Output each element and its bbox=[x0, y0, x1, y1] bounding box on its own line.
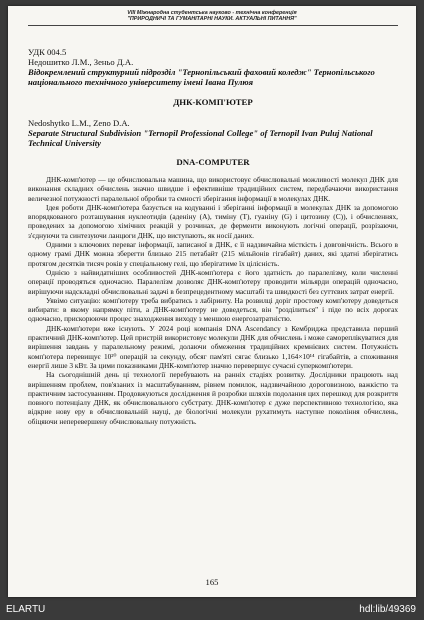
article-content bbox=[28, 47, 398, 426]
paper-page bbox=[8, 6, 416, 597]
running-head bbox=[8, 10, 416, 22]
affiliation-en: Separate Structural Subdivision "Ternopil Professional College" of Ternopil Ivan Puluj National Technical University bbox=[28, 128, 373, 148]
paragraph: На сьогоднішній день ці технології перебувають на ранніх стадіях розвитку. Дослідники працюють над вирішенням проблем, пов'язаних із масштабуванням, рівнем помилок, надзвичайною дороговизною, важкістю та практичним застосуванням. Продовжуються дослідження й розробки шляхів подолання цих перешкод для розкриття повного потенціалу ДНК, як обчислювального субстрату. ДНК-комп'ютер є дуже перспективною технологією, яка відкрие нову еру в обчислювальній науці, де біологічні молекули рухатимуть наступне покоління обчислень, обіцяючи неперевершену обчислювальну потужність. bbox=[28, 370, 398, 426]
paragraph: Однією з найвидатніших особливостей ДНК-комп'ютера є його здатність до паралелізму, коли численні операції проводяться одночасно. Паралелізм дозволяє ДНК-комп'ютеру проводити мільярди операцій одночасно, вирішуючи надскладні обчислювальні задачі в безпрецедентному масштабі та швидкості без суттєвих затрат енергії. bbox=[28, 267, 398, 296]
running-head-line1: VIII Міжнародна студентська науково - технічна конференція bbox=[127, 10, 297, 16]
title-en: DNA-COMPUTER bbox=[176, 157, 250, 167]
body-text bbox=[28, 175, 398, 426]
running-head-line2: "ПРИРОДНИЧІ ТА ГУМАНІТАРНІ НАУКИ. АКТУАЛЬНІ ПИТАННЯ" bbox=[127, 16, 297, 22]
paragraph: ДНК-комп'ютери вже існують. У 2024 році компанія DNA Ascendancy з Кембриджа представила перший практичний ДНК-комп'ютер. Цей пристрій використовує молекули ДНК для обчислень і може самореплікуватися для вирішення завдань у паралельному режимі, долаючи обмеження традиційних кремнієвих систем. Потужність комп'ютера перевищує 10²⁰ операцій за секунду, обсяг пам'яті сягає близько 1,164×10¹⁴ гігабайтів, а споживання енергії лише 3 кВт. За цими показниками ДНК-комп'ютер значно перевершує сучасні суперкомп'ютери. bbox=[28, 323, 398, 370]
affiliation-ua: Відокремлений структурний підрозділ "Тернопільський фаховий коледж" Тернопільського національного технічного університету імені Івана Пулюя bbox=[28, 67, 375, 87]
paragraph: Ідея роботи ДНК-комп'ютера базується на кодуванні і зберіганні інформації в молекулах ДНК за допомогою впорядкованого розташування нуклеотидів (аденіну (A), тиміну (T), гуаніну (G) і цитозину (C)), і обчисленнях, проведених за допомогою хімічних реакцій у розчинах, де ферменти виконують логічні операції, розрізаючи, з'єднуючи та синтезуючи ланцюги ДНК, що виступають, як носії даних. bbox=[28, 202, 398, 240]
authors-en: Nedoshytko L.M., Zeno D.A. bbox=[28, 118, 130, 128]
header-rule bbox=[28, 25, 398, 26]
authors-ua: Недошитко Л.М., Зеньо Д.А. bbox=[28, 57, 134, 67]
paragraph: Одними з ключових переваг інформації, записаної в ДНК, є її надзвичайна місткість і довговічність. Всього в одному грамі ДНК можна зберегти близько 215 петабайт (215 мільйонів гігабайт) даних, які здатні зберігатись протягом десятків тисяч років у спеціальному гелі, що зберігатиме їх цілісність. bbox=[28, 240, 398, 268]
paragraph: ДНК-комп'ютер — це обчислювальна машина, що використовує обчислювальні можливості молекул ДНК для виконання складних обчислень значно швидше і ефективніше традиційних систем, передбачаючи використання величезної потужності паралельної обробки та ємності зберігання інформації в молекулах ДНК. bbox=[28, 175, 398, 203]
footer-repository-name: ELARTU bbox=[6, 604, 46, 615]
title-ua: ДНК-КОМП'ЮТЕР bbox=[173, 97, 253, 107]
footer-handle: hdl:lib/49369 bbox=[359, 604, 416, 615]
page-number: 165 bbox=[205, 577, 219, 587]
paragraph: Уявімо ситуацію: комп'ютеру треба вибратись з лабіринту. На розвилці доріг простому комп'ютеру доведеться вибирати: в якому напрямку піти, а ДНК-комп'ютеру не доведеться, він "розділиться" і піде по всіх дорогах одночасно, прискорюючи процес знаходження виходу з меншою енергозатратністю. bbox=[28, 295, 398, 324]
udc-code: УДК 004.5 bbox=[28, 47, 67, 57]
repository-footer bbox=[0, 601, 424, 620]
